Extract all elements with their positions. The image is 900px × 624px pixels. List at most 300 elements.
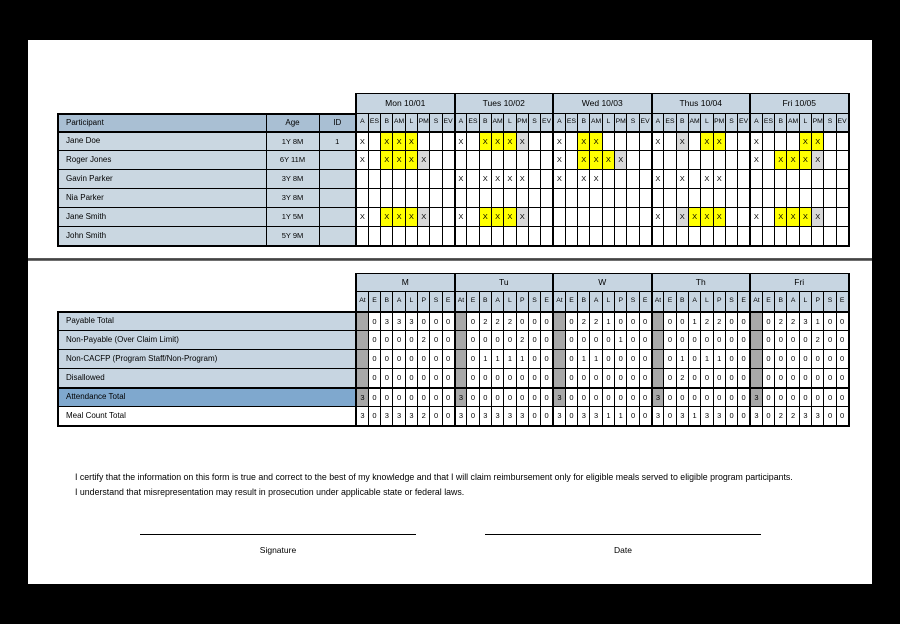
form-page	[28, 40, 872, 584]
total-cell: 0	[836, 331, 848, 350]
total-cell: 2	[516, 331, 528, 350]
total-cell: 0	[393, 350, 405, 369]
total-cell: 0	[528, 369, 540, 388]
meal-cell	[602, 208, 614, 227]
total-cell: 0	[393, 388, 405, 407]
total-cell: 3	[455, 388, 467, 407]
total-cell: 1	[676, 350, 688, 369]
total-cell: 0	[775, 331, 787, 350]
id-cell	[319, 189, 356, 208]
total-cell: 3	[504, 407, 516, 426]
total-cell: 1	[812, 312, 824, 331]
total-cell: 0	[713, 369, 725, 388]
meal-column-header-cell: B	[676, 292, 688, 312]
total-cell: 1	[504, 350, 516, 369]
id-column-header: ID	[319, 114, 356, 132]
meal-cell: X	[676, 208, 688, 227]
meal-column-header-cell: PM	[516, 114, 528, 132]
meal-column-header-cell: EV	[836, 114, 848, 132]
meal-cell	[775, 170, 787, 189]
meal-column-header-cell: P	[516, 292, 528, 312]
meal-cell	[775, 189, 787, 208]
total-cell: 0	[565, 388, 577, 407]
total-cell: 0	[762, 369, 774, 388]
meal-cell	[615, 132, 627, 151]
meal-column-header-cell: B	[775, 114, 787, 132]
meal-column-header-cell: E	[762, 292, 774, 312]
meal-cell: X	[381, 208, 393, 227]
meal-cell	[639, 151, 651, 170]
meal-cell	[491, 151, 503, 170]
meal-cell	[639, 189, 651, 208]
total-cell: 0	[738, 331, 750, 350]
meal-cell	[442, 132, 454, 151]
participant-column-header: Participant	[58, 114, 266, 132]
total-cell: 2	[491, 312, 503, 331]
meal-cell	[541, 189, 553, 208]
total-cell: 0	[590, 369, 602, 388]
age-cell: 3Y 8M	[266, 170, 319, 189]
total-cell: 0	[725, 407, 737, 426]
date-label: Date	[614, 545, 632, 555]
meal-cell	[602, 132, 614, 151]
total-cell: 1	[688, 407, 700, 426]
total-cell: 0	[836, 312, 848, 331]
meal-cell	[430, 151, 442, 170]
meal-cell	[491, 227, 503, 246]
total-cell: 0	[491, 369, 503, 388]
total-cell: 0	[418, 350, 430, 369]
total-cell: 0	[627, 369, 639, 388]
meal-cell: X	[750, 151, 762, 170]
meal-column-header-cell: ES	[565, 114, 577, 132]
meal-cell	[627, 227, 639, 246]
meal-cell	[479, 151, 491, 170]
meal-cell: X	[418, 208, 430, 227]
total-cell: 0	[541, 331, 553, 350]
meal-cell	[467, 132, 479, 151]
meal-column-header-cell: ES	[467, 114, 479, 132]
meal-cell	[738, 151, 750, 170]
total-cell: 1	[590, 350, 602, 369]
total-cell: 0	[775, 388, 787, 407]
total-cell: 1	[688, 312, 700, 331]
total-cell: 1	[701, 350, 713, 369]
meal-cell	[664, 132, 676, 151]
meal-cell	[405, 227, 417, 246]
total-cell: 0	[824, 312, 836, 331]
meal-column-header-cell: EV	[639, 114, 651, 132]
meal-cell: X	[393, 208, 405, 227]
meal-cell	[381, 189, 393, 208]
meal-cell	[713, 189, 725, 208]
total-cell: 0	[738, 312, 750, 331]
attendance-table	[57, 93, 850, 247]
meal-cell	[504, 227, 516, 246]
total-cell: 0	[812, 369, 824, 388]
meal-cell	[442, 151, 454, 170]
meal-cell	[368, 151, 380, 170]
id-cell	[319, 170, 356, 189]
meal-cell: X	[491, 208, 503, 227]
total-cell: 0	[368, 331, 380, 350]
meal-cell	[652, 227, 664, 246]
total-cell: 3	[750, 388, 762, 407]
total-cell: 1	[713, 350, 725, 369]
meal-cell: X	[799, 208, 811, 227]
total-cell: 3	[381, 312, 393, 331]
total-cell	[750, 350, 762, 369]
total-cell: 0	[762, 407, 774, 426]
meal-cell	[627, 170, 639, 189]
total-cell: 0	[725, 369, 737, 388]
meal-column-header-cell: S	[725, 292, 737, 312]
total-cell: 0	[787, 388, 799, 407]
meal-cell	[812, 189, 824, 208]
meal-cell	[565, 151, 577, 170]
total-cell: 0	[762, 331, 774, 350]
meal-cell: X	[775, 208, 787, 227]
meal-cell	[713, 227, 725, 246]
total-cell: 0	[664, 369, 676, 388]
age-cell: 6Y 11M	[266, 151, 319, 170]
meal-column-header-cell: E	[541, 292, 553, 312]
meal-cell	[565, 227, 577, 246]
total-cell: 1	[615, 331, 627, 350]
participant-name-cell: John Smith	[58, 227, 266, 246]
meal-cell	[787, 189, 799, 208]
total-cell	[455, 331, 467, 350]
total-cell: 2	[590, 312, 602, 331]
meal-column-header-cell: L	[701, 114, 713, 132]
total-cell: 2	[578, 312, 590, 331]
total-cell: 0	[504, 369, 516, 388]
meal-cell	[750, 227, 762, 246]
meal-column-header-cell: L	[799, 114, 811, 132]
meal-cell	[836, 170, 848, 189]
total-cell: 3	[799, 312, 811, 331]
total-cell	[356, 331, 368, 350]
meal-column-header-cell: S	[430, 292, 442, 312]
total-cell: 0	[467, 312, 479, 331]
meal-column-header-cell: S	[627, 114, 639, 132]
total-cell: 0	[405, 388, 417, 407]
meal-cell: X	[455, 132, 467, 151]
total-cell: 0	[602, 350, 614, 369]
total-cell: 1	[516, 350, 528, 369]
age-cell: 3Y 8M	[266, 189, 319, 208]
meal-column-header-cell: PM	[418, 114, 430, 132]
total-cell: 2	[701, 312, 713, 331]
meal-column-header-cell: E	[368, 292, 380, 312]
meal-cell	[590, 227, 602, 246]
meal-cell	[528, 208, 540, 227]
meal-cell	[627, 208, 639, 227]
total-cell: 0	[762, 350, 774, 369]
total-cell: 0	[615, 350, 627, 369]
total-cell: 0	[836, 407, 848, 426]
meal-cell	[738, 227, 750, 246]
meal-column-header-cell: AM	[491, 114, 503, 132]
meal-column-header-cell: EV	[738, 114, 750, 132]
total-cell: 0	[824, 369, 836, 388]
total-cell: 0	[516, 388, 528, 407]
meal-cell	[725, 170, 737, 189]
total-cell: 0	[762, 388, 774, 407]
meal-cell	[467, 151, 479, 170]
total-cell: 3	[405, 312, 417, 331]
meal-cell	[504, 151, 516, 170]
meal-column-header-cell: P	[418, 292, 430, 312]
total-cell: 0	[836, 369, 848, 388]
total-row-label: Non-CACFP (Program Staff/Non-Program)	[58, 350, 356, 369]
meal-cell: X	[381, 132, 393, 151]
total-cell: 0	[787, 350, 799, 369]
total-row-label: Disallowed	[58, 369, 356, 388]
table-corner-spacer	[58, 274, 356, 292]
meal-column-header-cell: PM	[713, 114, 725, 132]
meal-column-header-cell: L	[504, 114, 516, 132]
certification-text: I certify that the information on this form is true and correct to the best of my knowledge and that I will claim reimbursement only for eligible meals served to eligible program participants. I understand that misrepresentation may result in prosecution under applicable state or federal laws.	[75, 472, 793, 497]
meal-column-header-cell: B	[578, 114, 590, 132]
meal-cell	[430, 170, 442, 189]
total-cell	[652, 312, 664, 331]
meal-cell	[393, 227, 405, 246]
meal-column-header-cell: S	[824, 114, 836, 132]
meal-column-header-cell: A	[356, 114, 368, 132]
total-cell: 0	[467, 369, 479, 388]
total-cell: 0	[467, 388, 479, 407]
meal-column-header-cell: B	[578, 292, 590, 312]
total-cell: 0	[775, 350, 787, 369]
meal-cell	[688, 189, 700, 208]
total-cell	[356, 312, 368, 331]
total-cell: 0	[541, 388, 553, 407]
total-cell: 0	[664, 388, 676, 407]
meal-column-header-cell: A	[491, 292, 503, 312]
meal-cell	[418, 132, 430, 151]
meal-cell	[553, 227, 565, 246]
total-cell: 0	[639, 407, 651, 426]
meal-column-header-cell: At	[652, 292, 664, 312]
meal-cell	[541, 151, 553, 170]
meal-cell	[664, 189, 676, 208]
meal-cell	[738, 208, 750, 227]
meal-column-header-cell: E	[467, 292, 479, 312]
total-cell: 0	[799, 388, 811, 407]
meal-cell: X	[812, 208, 824, 227]
total-cell	[553, 312, 565, 331]
meal-cell	[725, 227, 737, 246]
meal-cell: X	[701, 208, 713, 227]
meal-cell	[578, 189, 590, 208]
total-cell	[356, 369, 368, 388]
meal-cell	[405, 189, 417, 208]
meal-cell	[615, 227, 627, 246]
total-cell: 3	[652, 388, 664, 407]
total-cell: 2	[676, 369, 688, 388]
meal-cell: X	[713, 132, 725, 151]
total-cell: 0	[787, 331, 799, 350]
meal-cell: X	[787, 208, 799, 227]
age-column-header: Age	[266, 114, 319, 132]
meal-cell	[836, 132, 848, 151]
total-cell: 0	[799, 369, 811, 388]
total-cell: 0	[627, 312, 639, 331]
meal-cell: X	[516, 132, 528, 151]
meal-cell: X	[602, 151, 614, 170]
total-cell: 0	[688, 369, 700, 388]
meal-cell: X	[405, 132, 417, 151]
meal-cell	[799, 189, 811, 208]
meal-cell	[738, 132, 750, 151]
meal-column-header-cell: A	[393, 292, 405, 312]
meal-cell	[701, 227, 713, 246]
total-cell: 0	[787, 369, 799, 388]
meal-cell	[516, 227, 528, 246]
meal-cell: X	[455, 208, 467, 227]
total-cell: 3	[701, 407, 713, 426]
meal-cell: X	[713, 170, 725, 189]
meal-cell	[725, 132, 737, 151]
total-cell: 0	[442, 388, 454, 407]
total-cell: 0	[467, 407, 479, 426]
total-cell	[455, 369, 467, 388]
id-cell	[319, 208, 356, 227]
total-cell: 3	[799, 407, 811, 426]
meal-cell	[430, 132, 442, 151]
participant-name-cell: Gavin Parker	[58, 170, 266, 189]
meal-cell: X	[701, 132, 713, 151]
total-cell: 3	[393, 312, 405, 331]
meal-cell	[688, 151, 700, 170]
meal-column-header-cell: AM	[787, 114, 799, 132]
meal-cell	[787, 227, 799, 246]
total-cell: 0	[381, 369, 393, 388]
participant-name-cell: Nia Parker	[58, 189, 266, 208]
total-cell: 0	[565, 407, 577, 426]
meal-column-header-cell: A	[652, 114, 664, 132]
table-corner-spacer	[58, 292, 356, 312]
meal-cell	[479, 189, 491, 208]
meal-cell	[725, 189, 737, 208]
total-cell: 0	[676, 312, 688, 331]
total-cell: 0	[615, 369, 627, 388]
meal-cell	[405, 170, 417, 189]
table-corner-spacer	[58, 94, 356, 114]
meal-cell	[639, 208, 651, 227]
meal-cell	[836, 189, 848, 208]
meal-cell	[528, 189, 540, 208]
total-cell: 2	[812, 331, 824, 350]
total-cell: 0	[442, 407, 454, 426]
total-cell: 0	[442, 331, 454, 350]
meal-cell	[713, 151, 725, 170]
date-line	[485, 534, 761, 535]
meal-cell: X	[553, 151, 565, 170]
total-cell: 1	[578, 350, 590, 369]
total-cell: 0	[504, 388, 516, 407]
meal-cell: X	[479, 208, 491, 227]
total-cell	[750, 369, 762, 388]
total-cell	[553, 369, 565, 388]
meal-column-header-cell: B	[775, 292, 787, 312]
meal-cell	[553, 208, 565, 227]
total-cell: 3	[676, 407, 688, 426]
total-cell: 0	[738, 407, 750, 426]
meal-column-header-cell: A	[455, 114, 467, 132]
total-cell: 2	[504, 312, 516, 331]
total-cell: 0	[701, 388, 713, 407]
meal-cell: X	[553, 170, 565, 189]
total-cell: 3	[578, 407, 590, 426]
total-cell: 3	[590, 407, 602, 426]
meal-cell	[491, 189, 503, 208]
meal-cell	[368, 227, 380, 246]
meal-cell: X	[701, 170, 713, 189]
signature-label: Signature	[259, 545, 297, 555]
total-cell: 0	[368, 312, 380, 331]
meal-cell	[602, 189, 614, 208]
meal-cell	[836, 151, 848, 170]
meal-cell	[418, 170, 430, 189]
total-cell: 0	[393, 331, 405, 350]
meal-cell	[467, 170, 479, 189]
age-cell: 5Y 9M	[266, 227, 319, 246]
meal-cell: X	[676, 132, 688, 151]
total-cell: 0	[381, 331, 393, 350]
meal-cell	[787, 170, 799, 189]
age-cell: 1Y 8M	[266, 132, 319, 151]
total-cell: 0	[812, 388, 824, 407]
total-cell: 1	[479, 350, 491, 369]
meal-cell	[528, 132, 540, 151]
total-cell: 0	[627, 407, 639, 426]
total-cell: 0	[725, 312, 737, 331]
total-cell: 0	[664, 312, 676, 331]
meal-cell	[615, 170, 627, 189]
meal-column-header-cell: EV	[442, 114, 454, 132]
meal-cell	[430, 227, 442, 246]
meal-cell: X	[812, 151, 824, 170]
signature-line	[140, 534, 416, 535]
meal-column-header-cell: AM	[688, 114, 700, 132]
meal-cell: X	[491, 132, 503, 151]
total-cell: 2	[775, 312, 787, 331]
total-cell: 0	[381, 388, 393, 407]
total-cell: 3	[479, 407, 491, 426]
meal-column-header-cell: ES	[368, 114, 380, 132]
total-cell: 0	[430, 407, 442, 426]
meal-cell: X	[516, 208, 528, 227]
total-cell: 0	[664, 350, 676, 369]
meal-column-header-cell: E	[836, 292, 848, 312]
total-cell: 3	[381, 407, 393, 426]
meal-cell	[467, 227, 479, 246]
total-cell: 3	[356, 407, 368, 426]
total-cell: 3	[516, 407, 528, 426]
total-cell: 3	[356, 388, 368, 407]
meal-cell	[516, 189, 528, 208]
meal-cell	[615, 208, 627, 227]
meal-cell	[676, 227, 688, 246]
meal-cell	[676, 151, 688, 170]
total-cell: 0	[578, 331, 590, 350]
total-cell: 0	[405, 350, 417, 369]
meal-cell	[762, 170, 774, 189]
meal-cell	[393, 189, 405, 208]
id-cell: 1	[319, 132, 356, 151]
